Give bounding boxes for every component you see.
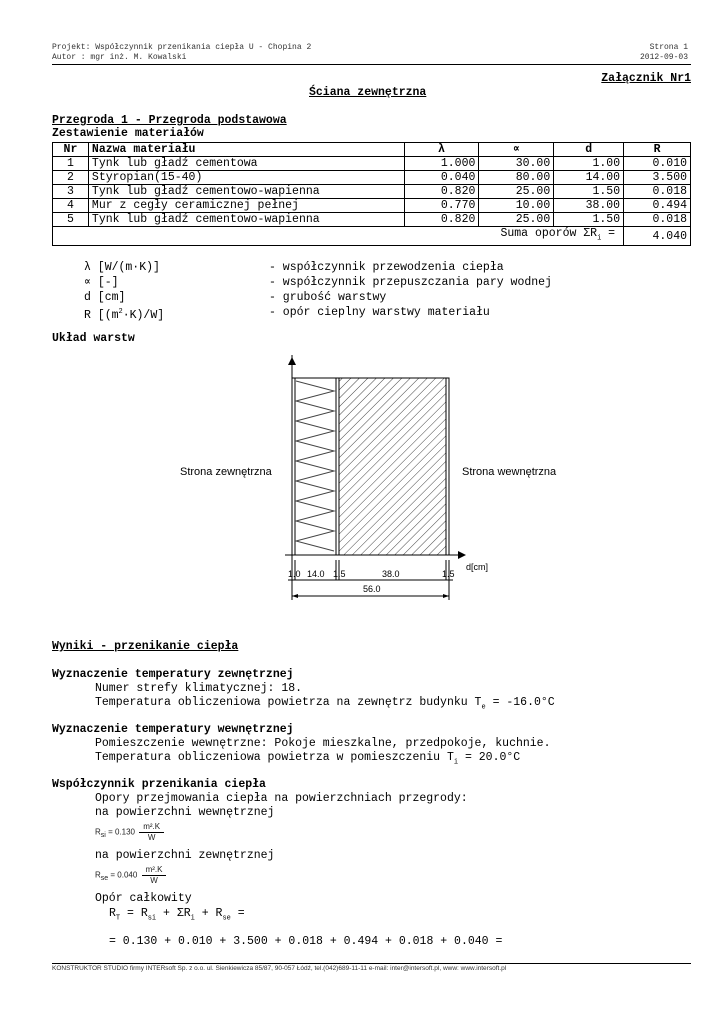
cell-lambda: 0.820 bbox=[404, 185, 479, 199]
climate-zone-line: Numer strefy klimatycznej: 18. bbox=[95, 682, 303, 695]
cell-r: 0.494 bbox=[624, 199, 691, 213]
cell-nr: 3 bbox=[53, 185, 89, 199]
col-d: d bbox=[554, 143, 624, 157]
table-row bbox=[53, 185, 691, 199]
table-row bbox=[53, 213, 691, 227]
cell-name: Tynk lub gładź cementowo-wapienna bbox=[88, 213, 404, 227]
sum-value: 4.040 bbox=[624, 227, 691, 246]
legend-symbol: R $[(m^2\cdot K)/W]$ bbox=[84, 308, 165, 322]
col-name: Nazwa materiału bbox=[88, 143, 404, 157]
layer-brick bbox=[339, 378, 446, 555]
table-row bbox=[53, 199, 691, 213]
col-alpha: ∝ bbox=[479, 143, 554, 157]
footer-rule bbox=[52, 963, 691, 964]
layers-heading: Układ warstw bbox=[52, 332, 135, 345]
cell-alpha: 25.00 bbox=[479, 213, 554, 227]
layer-diagram bbox=[170, 355, 570, 605]
cell-alpha: 30.00 bbox=[479, 157, 554, 171]
document-date: 2012-09-03 bbox=[639, 53, 688, 62]
axis-arrow-right-icon bbox=[458, 551, 466, 559]
header-rule bbox=[52, 64, 691, 65]
cell-lambda: 1.000 bbox=[404, 157, 479, 171]
legend-row bbox=[84, 260, 684, 275]
int-temp-line: Temperatura obliczeniowa powietrza w pomieszczeniu $T_i = 20.0^\circ C$ bbox=[95, 751, 521, 767]
outer-surface-label: na powierzchni zewnętrznej bbox=[95, 849, 275, 862]
cell-d: 38.00 bbox=[554, 199, 624, 213]
legend-desc: - współczynnik przepuszczania pary wodnej bbox=[269, 276, 552, 289]
dim-arrow-right-icon bbox=[443, 594, 449, 598]
surface-resistance-line: Opory przejmowania ciepła na powierzchniach przegrody: bbox=[95, 792, 468, 805]
legend-symbol: λ [W/(m·K)] bbox=[84, 261, 160, 274]
legend-symbol: d [cm] bbox=[84, 291, 126, 304]
materials-table bbox=[52, 142, 691, 246]
u-coef-heading: Współczynnik przenikania ciepła bbox=[52, 778, 266, 791]
dim-label: 14.0 bbox=[307, 569, 325, 579]
ext-temp-heading: Wyznaczenie temperatury zewnętrznej bbox=[52, 668, 294, 681]
page-title: Ściana zewnętrzna bbox=[309, 86, 427, 99]
cell-nr: 4 bbox=[53, 199, 89, 213]
outside-label: Strona zewnętrzna bbox=[180, 466, 272, 478]
dim-label: 1.0 bbox=[288, 569, 301, 579]
cell-name: Tynk lub gładź cementowo-wapienna bbox=[88, 185, 404, 199]
cell-nr: 5 bbox=[53, 213, 89, 227]
cell-lambda: 0.040 bbox=[404, 171, 479, 185]
materials-heading: Zestawienie materiałów bbox=[52, 127, 204, 140]
table-header-row bbox=[53, 143, 691, 157]
results-heading: Wyniki - przenikanie ciepła bbox=[52, 640, 239, 653]
cell-nr: 1 bbox=[53, 157, 89, 171]
cell-name: Styropian(15-40) bbox=[88, 171, 404, 185]
dim-label: 1.5 bbox=[442, 569, 455, 579]
partition-heading: Przegroda 1 - Przegroda podstawowa bbox=[52, 114, 287, 127]
cell-r: 3.500 bbox=[624, 171, 691, 185]
legend-desc: - grubość warstwy bbox=[269, 291, 387, 304]
cell-lambda: 0.820 bbox=[404, 213, 479, 227]
dimension-ticks bbox=[288, 560, 453, 600]
table-row bbox=[53, 171, 691, 185]
cell-r: 0.010 bbox=[624, 157, 691, 171]
axis-arrow-up-icon bbox=[288, 357, 296, 365]
total-thickness: 56.0 bbox=[363, 584, 381, 594]
cell-name: Tynk lub gładź cementowa bbox=[88, 157, 404, 171]
rse-formula: $R_{se} = 0.040$ $\frac{\text{m².K}}{W}$ bbox=[95, 865, 166, 886]
legend-symbol: ∝ [-] bbox=[84, 276, 119, 289]
cell-name: Mur z cegły ceramicznej pełnej bbox=[88, 199, 404, 213]
table-sum-row bbox=[53, 227, 691, 246]
col-lambda: λ bbox=[404, 143, 479, 157]
cell-nr: 2 bbox=[53, 171, 89, 185]
cell-alpha: 80.00 bbox=[479, 171, 554, 185]
footer-text: KONSTRUKTOR STUDIO firmy INTERsoft Sp. z o.o. ul. Sienkiewicza 85/87, 90-057 Łódź, tel.(042)689-11-11 e-mail: inter@intersoft.pl, www: www.intersoft.pl bbox=[52, 965, 507, 972]
col-r: R bbox=[624, 143, 691, 157]
page-number: Strona 1 bbox=[649, 43, 688, 52]
rt-formula: $R_T = R_{si} + \Sigma R_i + R_{se}$ = bbox=[109, 907, 245, 923]
axis-label: d[cm] bbox=[466, 562, 489, 572]
inner-surface-label: na powierzchni wewnętrznej bbox=[95, 806, 275, 819]
dim-arrow-left-icon bbox=[292, 594, 298, 598]
legend-row bbox=[84, 305, 684, 320]
sum-label: Suma oporów $\Sigma R_i$ = bbox=[53, 227, 624, 246]
legend-desc: - opór cieplny warstwy materiału bbox=[269, 306, 490, 319]
project-line: Projekt: Współczynnik przenikania ciepła U - Chopina 2 bbox=[52, 43, 312, 52]
rt-values: = 0.130 + 0.010 + 3.500 + 0.018 + 0.494 + 0.018 + 0.040 = bbox=[109, 935, 503, 948]
dim-label: 1.5 bbox=[333, 569, 346, 579]
table-row bbox=[53, 157, 691, 171]
room-line: Pomieszczenie wewnętrzne: Pokoje mieszkalne, przedpokoje, kuchnie. bbox=[95, 737, 551, 750]
cell-d: 1.50 bbox=[554, 213, 624, 227]
cell-lambda: 0.770 bbox=[404, 199, 479, 213]
ext-temp-line: Temperatura obliczeniowa powietrza na zewnętrz budynku $T_e = -16.0^\circ C$ bbox=[95, 696, 555, 712]
rsi-formula: $R_{si} = 0.130$ $\frac{\text{m².K}}{W}$ bbox=[95, 822, 164, 843]
legend-row bbox=[84, 275, 684, 290]
col-nr: Nr bbox=[53, 143, 89, 157]
cell-r: 0.018 bbox=[624, 185, 691, 199]
cell-alpha: 25.00 bbox=[479, 185, 554, 199]
dim-label: 38.0 bbox=[382, 569, 400, 579]
author-line: Autor : mgr inż. M. Kowalski bbox=[52, 53, 187, 62]
legend-row bbox=[84, 290, 684, 305]
cell-r: 0.018 bbox=[624, 213, 691, 227]
cell-d: 1.50 bbox=[554, 185, 624, 199]
inside-label: Strona wewnętrzna bbox=[462, 466, 557, 478]
cell-alpha: 10.00 bbox=[479, 199, 554, 213]
attachment-label: Załącznik Nr1 bbox=[601, 72, 691, 85]
cell-d: 1.00 bbox=[554, 157, 624, 171]
layer-plaster-inner bbox=[446, 378, 449, 555]
symbol-legend bbox=[84, 260, 684, 320]
legend-desc: - współczynnik przewodzenia ciepła bbox=[269, 261, 504, 274]
cell-d: 14.00 bbox=[554, 171, 624, 185]
int-temp-heading: Wyznaczenie temperatury wewnętrznej bbox=[52, 723, 294, 736]
total-resistance-label: Opór całkowity bbox=[95, 892, 192, 905]
